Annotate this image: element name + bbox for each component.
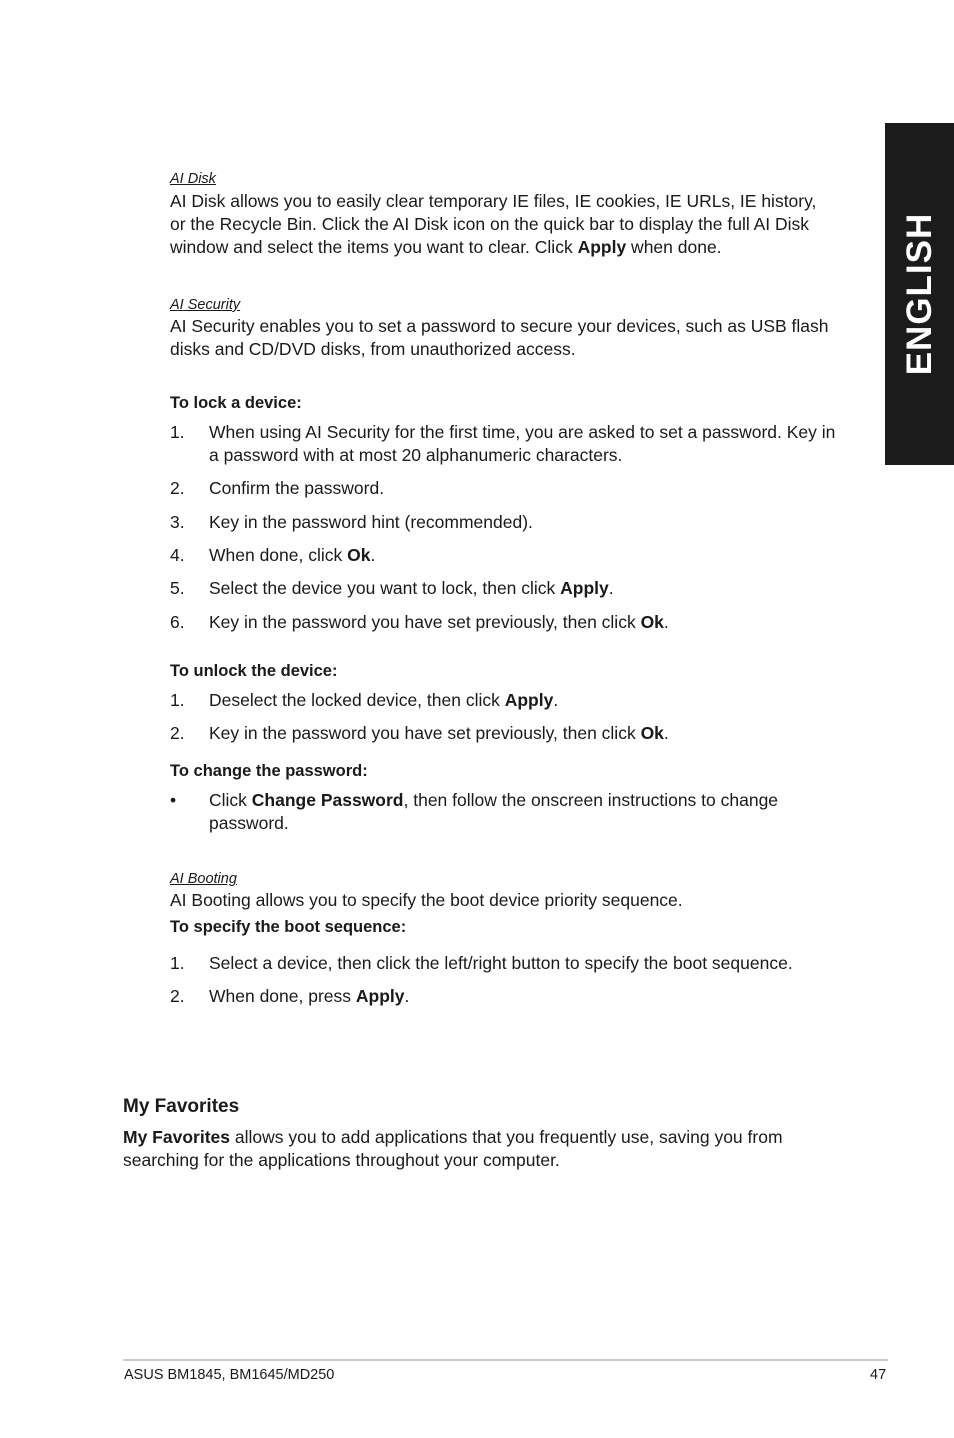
list-number: 1. bbox=[170, 953, 185, 973]
list-item bbox=[170, 544, 840, 567]
page-number: 47 bbox=[870, 1367, 887, 1383]
language-tab-label: ENGLISH bbox=[899, 212, 939, 376]
boot-sequence-title: To specify the boot sequence: bbox=[170, 918, 407, 936]
list-text-bold: Apply bbox=[560, 578, 609, 598]
list-bullet: • bbox=[170, 790, 177, 810]
list-text bbox=[209, 577, 840, 600]
list-text-main: Confirm the password. bbox=[209, 478, 385, 498]
list-text-end: . bbox=[608, 578, 614, 598]
list-item bbox=[170, 577, 840, 600]
list-text-bold: Ok bbox=[347, 545, 371, 565]
list-text bbox=[209, 511, 840, 534]
list-text-main: When using AI Security for the first time, you are asked to set a password. Key in a password with at most 20 alphanumeric characters. bbox=[209, 422, 836, 465]
ai-disk-line-1: AI Disk allows you to easily clear temporary IE files, IE cookies, IE URLs, IE history, bbox=[170, 191, 817, 211]
list-text bbox=[209, 952, 840, 975]
list-text-bold: Apply bbox=[504, 690, 554, 710]
my-favorites-line-1-text: allows you to add applications that you frequently use, saving you from bbox=[229, 1127, 783, 1147]
lock-device-title: To lock a device: bbox=[170, 394, 302, 412]
list-item bbox=[170, 611, 840, 634]
ai-security-line-2: disks and CD/DVD disks, from unauthorized access. bbox=[170, 339, 576, 359]
list-text bbox=[209, 789, 810, 835]
ai-disk-line-3 bbox=[170, 236, 850, 259]
list-text-main: When done, press bbox=[209, 986, 356, 1006]
language-tab bbox=[885, 123, 954, 465]
list-number: 2. bbox=[170, 723, 185, 743]
list-number: 6. bbox=[170, 612, 185, 632]
ai-disk-line-3-end: when done. bbox=[626, 237, 722, 257]
unlock-device-title: To unlock the device: bbox=[170, 662, 338, 680]
list-text bbox=[209, 477, 840, 500]
list-text-end: . bbox=[370, 545, 376, 565]
ai-disk-paragraph bbox=[170, 190, 850, 259]
list-text-end: . bbox=[663, 723, 669, 743]
ai-disk-line-2: or the Recycle Bin. Click the AI Disk icon on the quick bar to display the full AI Disk bbox=[170, 214, 810, 234]
list-item bbox=[170, 952, 840, 975]
list-text-end: . bbox=[404, 986, 410, 1006]
list-number: 3. bbox=[170, 512, 185, 532]
list-text bbox=[209, 611, 840, 634]
list-text-bold: Change Password bbox=[251, 790, 404, 810]
list-text-main: Key in the password you have set previously, then click bbox=[209, 723, 641, 743]
list-number: 4. bbox=[170, 545, 185, 565]
list-item bbox=[170, 421, 840, 467]
list-text-end: . bbox=[553, 690, 559, 710]
ai-security-paragraph bbox=[170, 315, 850, 361]
list-number: 1. bbox=[170, 422, 185, 442]
my-favorites-bold: My Favorites bbox=[123, 1127, 230, 1147]
my-favorites-heading: My Favorites bbox=[123, 1096, 240, 1117]
ai-security-heading: AI Security bbox=[170, 297, 241, 313]
list-text bbox=[209, 544, 840, 567]
ai-disk-line-3-text: window and select the items you want to clear. Click bbox=[170, 237, 578, 257]
list-item bbox=[170, 477, 840, 500]
list-item bbox=[170, 511, 840, 534]
list-text bbox=[209, 722, 840, 745]
list-text-main: Deselect the locked device, then click bbox=[209, 690, 505, 710]
list-text-bold: Apply bbox=[355, 986, 405, 1006]
list-number: 2. bbox=[170, 478, 185, 498]
my-favorites-paragraph bbox=[123, 1126, 843, 1172]
list-text-main: Select the device you want to lock, then click bbox=[209, 578, 561, 598]
list-text-main: Select a device, then click the left/right button to specify the boot sequence. bbox=[209, 953, 793, 973]
list-text-main: Key in the password hint (recommended). bbox=[209, 512, 533, 532]
list-item bbox=[170, 722, 840, 745]
ai-booting-heading: AI Booting bbox=[170, 871, 237, 887]
list-text-bold: Ok bbox=[640, 612, 664, 632]
my-favorites-line-1 bbox=[123, 1126, 843, 1149]
list-text-main: When done, click bbox=[209, 545, 348, 565]
list-text bbox=[209, 985, 840, 1008]
list-number: 5. bbox=[170, 578, 185, 598]
list-item bbox=[170, 985, 840, 1008]
change-password-title: To change the password: bbox=[170, 762, 368, 780]
list-text bbox=[209, 421, 840, 467]
my-favorites-line-2: searching for the applications throughout your computer. bbox=[123, 1150, 560, 1170]
list-text-end: . bbox=[663, 612, 669, 632]
list-text-end: , then follow the onscreen instructions to change password. bbox=[209, 790, 779, 833]
footer-model: ASUS BM1845, BM1645/MD250 bbox=[124, 1367, 335, 1383]
list-text bbox=[209, 689, 840, 712]
list-number: 1. bbox=[170, 690, 185, 710]
ai-booting-paragraph: AI Booting allows you to specify the boot device priority sequence. bbox=[170, 890, 683, 910]
list-item bbox=[170, 689, 840, 712]
list-item bbox=[170, 789, 810, 835]
list-text-main: Click bbox=[209, 790, 252, 810]
ai-security-line-1: AI Security enables you to set a password to secure your devices, such as USB flash bbox=[170, 316, 829, 336]
footer-divider bbox=[123, 1359, 888, 1361]
list-text-bold: Ok bbox=[640, 723, 664, 743]
list-number: 2. bbox=[170, 986, 185, 1006]
ai-disk-apply-bold: Apply bbox=[577, 237, 627, 257]
list-text-main: Key in the password you have set previously, then click bbox=[209, 612, 641, 632]
ai-disk-heading: AI Disk bbox=[170, 171, 216, 187]
